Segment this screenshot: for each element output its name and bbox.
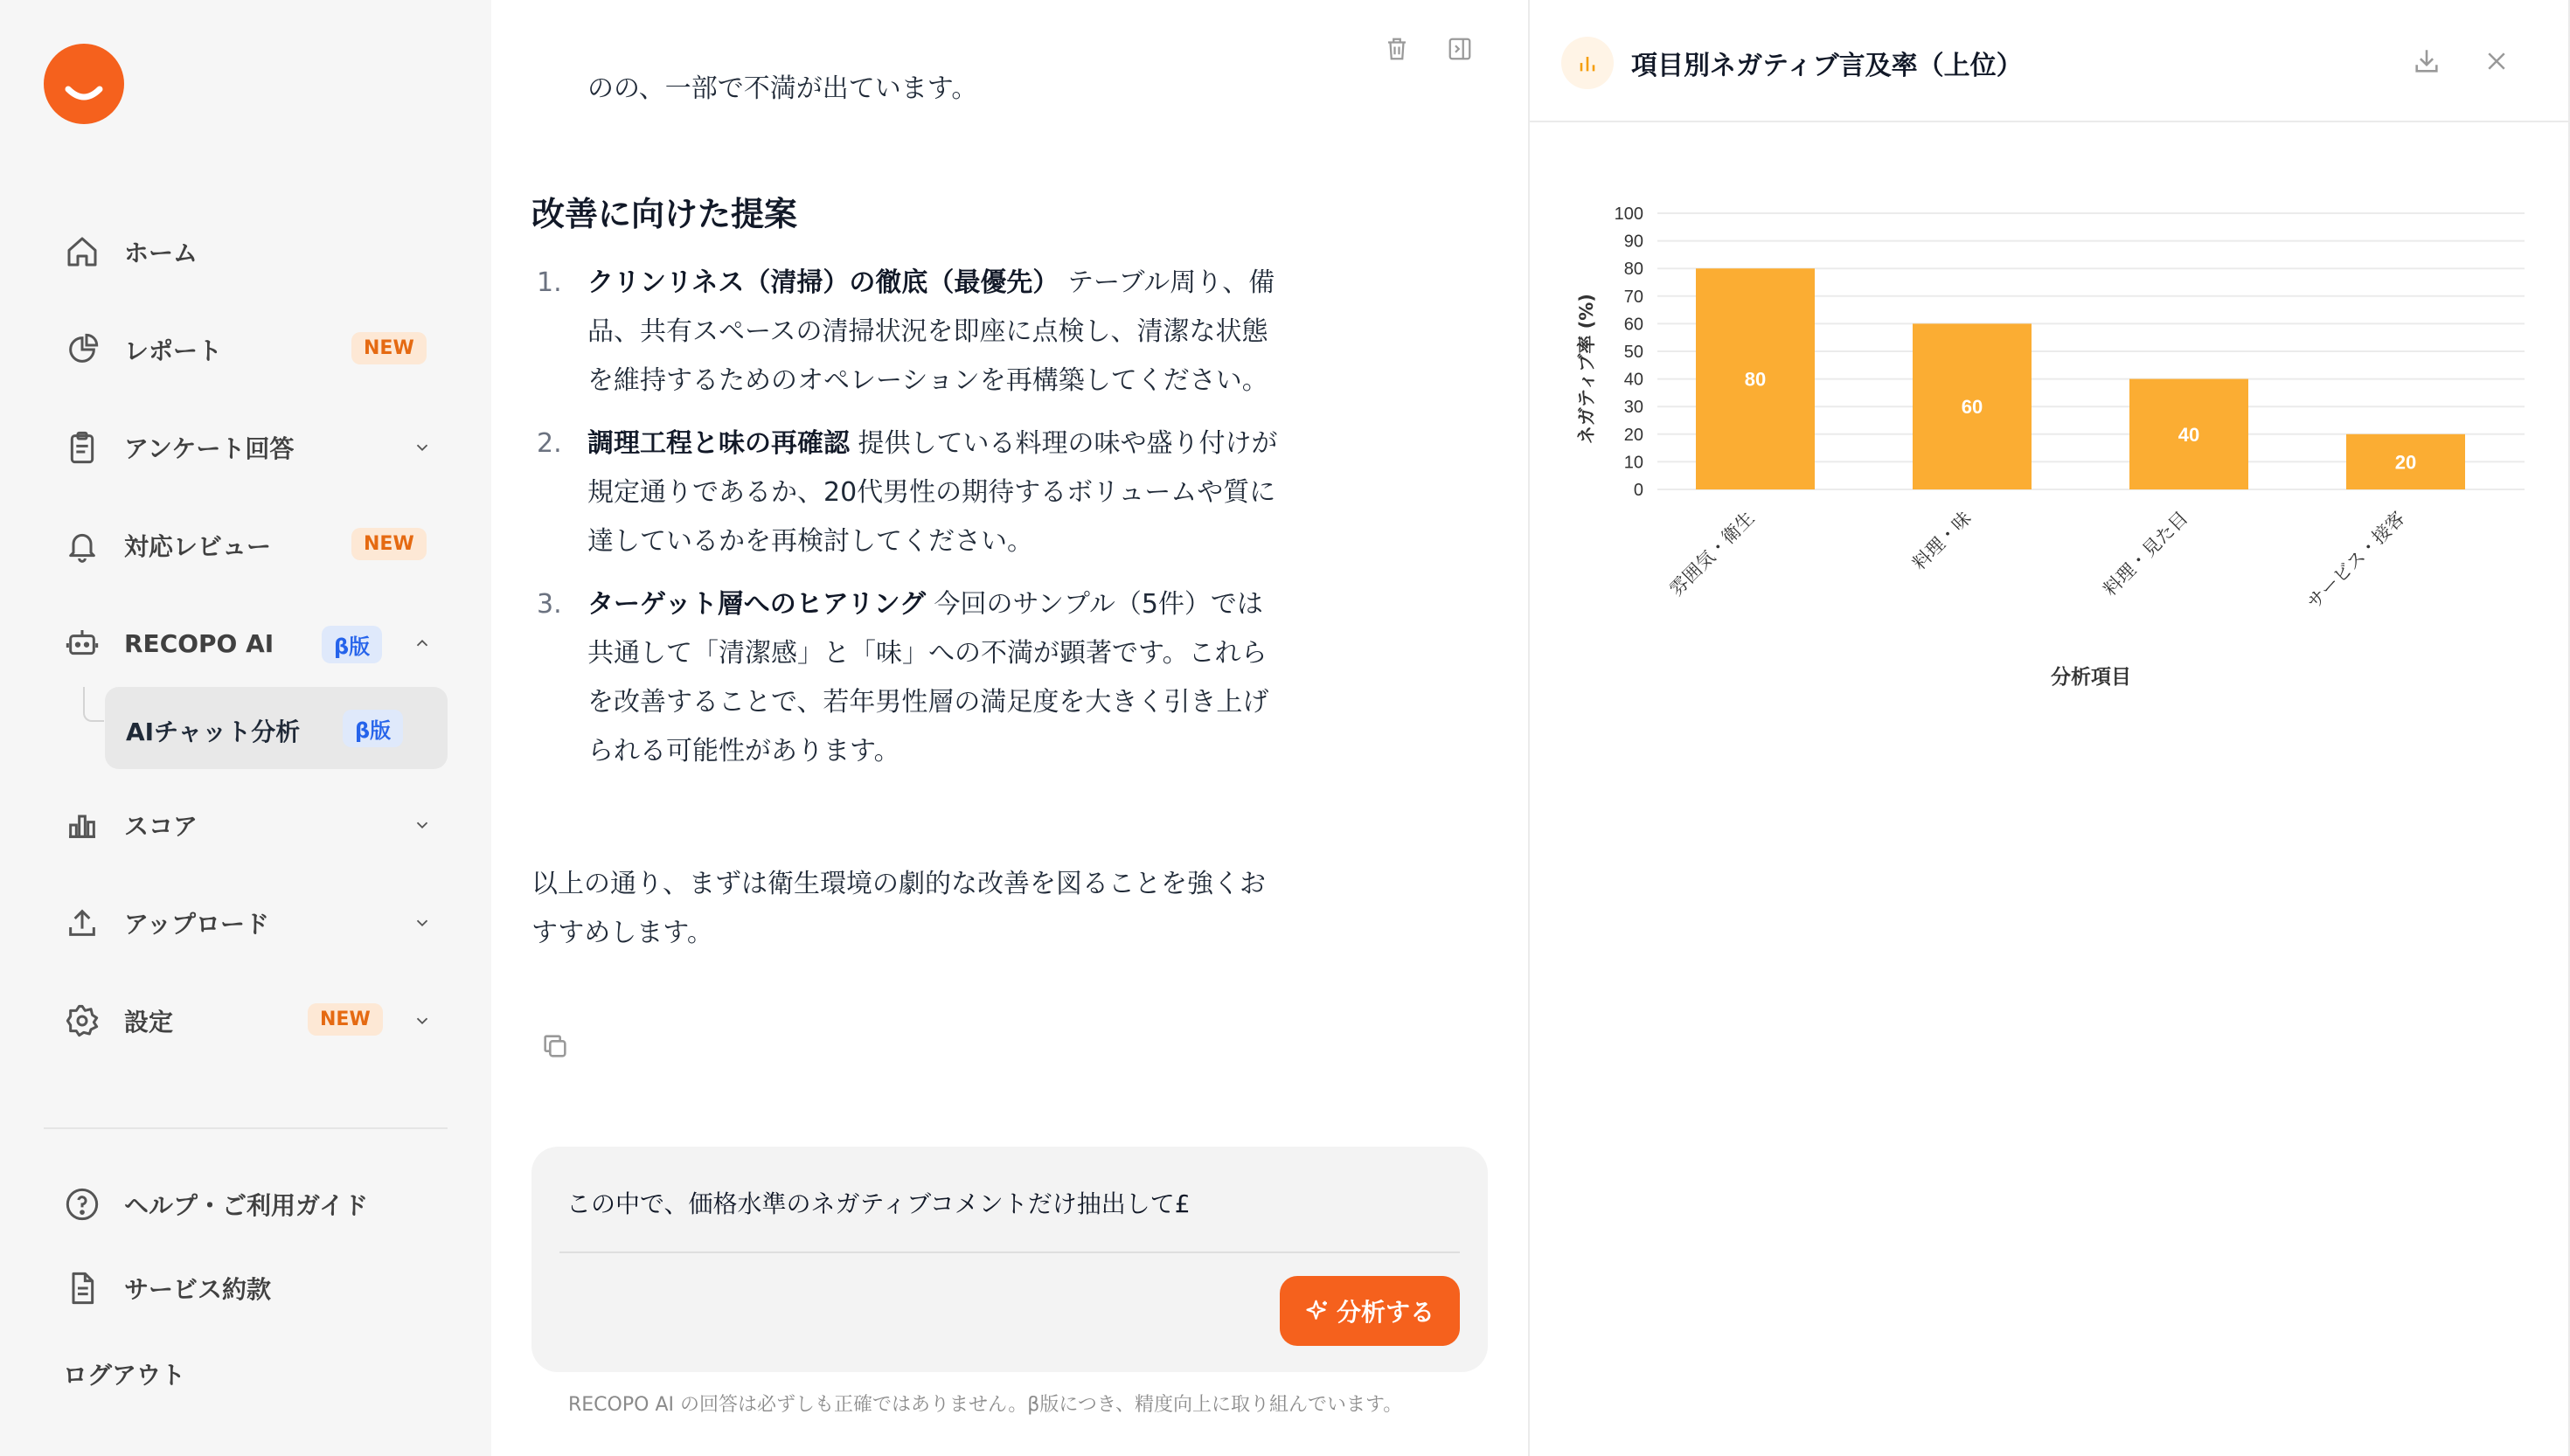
bar-value-label: 80	[1744, 368, 1767, 391]
nav-terms-label: サービス約款	[124, 1275, 272, 1304]
bar-value-label: 40	[2178, 423, 2200, 446]
pie-chart-icon	[61, 329, 103, 371]
sidebar-divider	[44, 1127, 448, 1129]
list-number: 1.	[537, 267, 562, 298]
list-item-heading: ターゲット層へのヒアリング	[587, 589, 926, 620]
new-badge: NEW	[351, 528, 427, 560]
panel-header	[1530, 0, 2570, 122]
nav-survey[interactable]	[61, 421, 435, 474]
logout-link[interactable]: ログアウト	[63, 1361, 186, 1390]
new-badge: NEW	[308, 1003, 383, 1036]
y-tick-label: 40	[1623, 370, 1643, 390]
y-tick-label: 80	[1623, 260, 1643, 280]
input-divider	[559, 1251, 1460, 1253]
nav-review[interactable]	[61, 519, 435, 572]
list-item	[531, 419, 1285, 566]
gear-icon	[61, 1000, 103, 1042]
nav-help[interactable]	[61, 1178, 435, 1231]
y-tick-label: 50	[1623, 343, 1643, 362]
new-badge: NEW	[351, 332, 427, 364]
download-icon[interactable]	[2409, 44, 2444, 79]
tree-connector	[83, 687, 104, 722]
y-tick-label: 0	[1633, 481, 1643, 500]
document-icon	[61, 1267, 103, 1309]
clipboard-icon	[61, 426, 103, 468]
upload-icon	[61, 902, 103, 944]
y-tick-label: 90	[1623, 232, 1643, 252]
nav-report-label: レポート	[124, 336, 223, 365]
nav-score-label: スコア	[124, 812, 198, 841]
y-tick-label: 30	[1623, 398, 1643, 418]
chart-area	[1530, 122, 2568, 738]
nav-score[interactable]	[61, 799, 435, 851]
panel-title: 項目別ネガティブ言及率（上位）	[1631, 51, 2023, 81]
chat-input[interactable]: この中で、価格水準のネガティブコメントだけ抽出して£	[566, 1189, 1191, 1218]
list-item	[531, 580, 1285, 776]
bar-value-label: 20	[2394, 451, 2417, 474]
list-item-heading: 調理工程と味の再確認	[587, 428, 850, 459]
bar-chart-icon	[61, 804, 103, 846]
chevron-up-icon[interactable]	[409, 630, 435, 656]
copy-icon[interactable]	[540, 1031, 575, 1066]
panel-toggle-icon[interactable]	[1442, 31, 1477, 66]
y-tick-label: 10	[1623, 453, 1643, 473]
list-item-heading: クリンリネス（清掃）の徹底（最優先）	[587, 267, 1059, 298]
trash-icon[interactable]	[1379, 31, 1414, 66]
x-tick-label: 雰囲気・衛生	[1665, 507, 1759, 600]
analyze-button-label: 分析する	[1336, 1298, 1434, 1327]
help-circle-icon	[61, 1183, 103, 1225]
bar-value-label: 60	[1961, 396, 1983, 419]
home-icon	[61, 231, 103, 273]
chevron-down-icon[interactable]	[409, 812, 435, 838]
beta-badge: β版	[343, 710, 403, 747]
nav-home[interactable]	[61, 225, 435, 278]
list-item-text: 今回のサンプル（5件）では共通して「清潔感」と「味」への不満が顕著です。これらを改善することで、若年男性層の満足度を大きく引き上げられる可能性があります。	[587, 589, 1269, 766]
y-tick-label: 100	[1614, 205, 1643, 224]
nav-recopo-ai-label: RECOPO AI	[124, 628, 274, 658]
list-item-text: 提供している料理の味や盛り付けが規定通りであるか、20代男性の期待するボリュームや質に達しているかを再検討してください。	[587, 428, 1278, 557]
x-axis-title: 分析項目	[2051, 666, 2131, 689]
y-tick-label: 70	[1623, 287, 1643, 307]
section-title: 改善に向けた提案	[531, 195, 798, 233]
bell-icon	[61, 524, 103, 566]
nav-review-label: 対応レビュー	[124, 532, 272, 561]
nav-help-label: ヘルプ・ご利用ガイド	[124, 1191, 369, 1220]
chevron-down-icon[interactable]	[409, 434, 435, 461]
y-axis-title: ネガティブ率 (%)	[1576, 294, 1597, 444]
beta-badge: β版	[322, 626, 382, 663]
bar-chart-icon	[1561, 37, 1614, 89]
nav-settings-label: 設定	[124, 1008, 174, 1037]
sidebar	[0, 0, 491, 1456]
close-icon[interactable]	[2479, 44, 2514, 79]
disclaimer: RECOPO AI の回答は必ずしも正確ではありません。β版につき、精度向上に取り組んでいます。	[568, 1394, 1403, 1416]
nav-survey-label: アンケート回答	[124, 434, 295, 463]
nav-terms[interactable]	[61, 1262, 435, 1314]
y-tick-label: 20	[1623, 425, 1643, 445]
x-tick-label: 料理・味	[1908, 507, 1976, 574]
chat-input-box	[531, 1147, 1488, 1372]
closing-paragraph: 以上の通り、まずは衛生環境の劇的な改善を図ることを強くおすすめします。	[531, 869, 1266, 948]
list-number: 3.	[537, 589, 562, 620]
truncated-message-line: のの、一部で不満が出ています。	[587, 73, 978, 100]
analyze-button[interactable]	[1280, 1276, 1460, 1346]
nav-upload-label: アップロード	[124, 910, 270, 939]
chart-panel	[1528, 0, 2570, 1456]
y-tick-label: 60	[1623, 315, 1643, 335]
nav-upload[interactable]	[61, 897, 435, 949]
logo[interactable]	[44, 44, 124, 124]
chevron-down-icon[interactable]	[409, 1008, 435, 1034]
list-number: 2.	[537, 428, 562, 459]
bar-chart	[1530, 122, 2568, 734]
x-tick-label: サービス・接客	[2303, 507, 2409, 614]
nav-settings[interactable]	[61, 995, 435, 1047]
chevron-down-icon[interactable]	[409, 910, 435, 936]
suggestion-list	[531, 259, 1285, 790]
nav-recopo-ai[interactable]	[61, 617, 435, 669]
list-item	[531, 259, 1285, 406]
x-tick-label: 料理・見た目	[2099, 507, 2192, 600]
nav-report[interactable]	[61, 323, 435, 376]
sub-item-ai-chat-label: AIチャット分析	[126, 718, 301, 746]
list-item-text: テーブル周り、備品、共有スペースの清掃状況を即座に点検し、清潔な状態を維持するためのオペレーションを再構築してください。	[587, 267, 1275, 396]
nav-home-label: ホーム	[124, 239, 198, 267]
sparkle-icon	[1305, 1298, 1331, 1324]
sub-item-ai-chat[interactable]	[105, 687, 448, 769]
robot-icon	[61, 622, 103, 664]
